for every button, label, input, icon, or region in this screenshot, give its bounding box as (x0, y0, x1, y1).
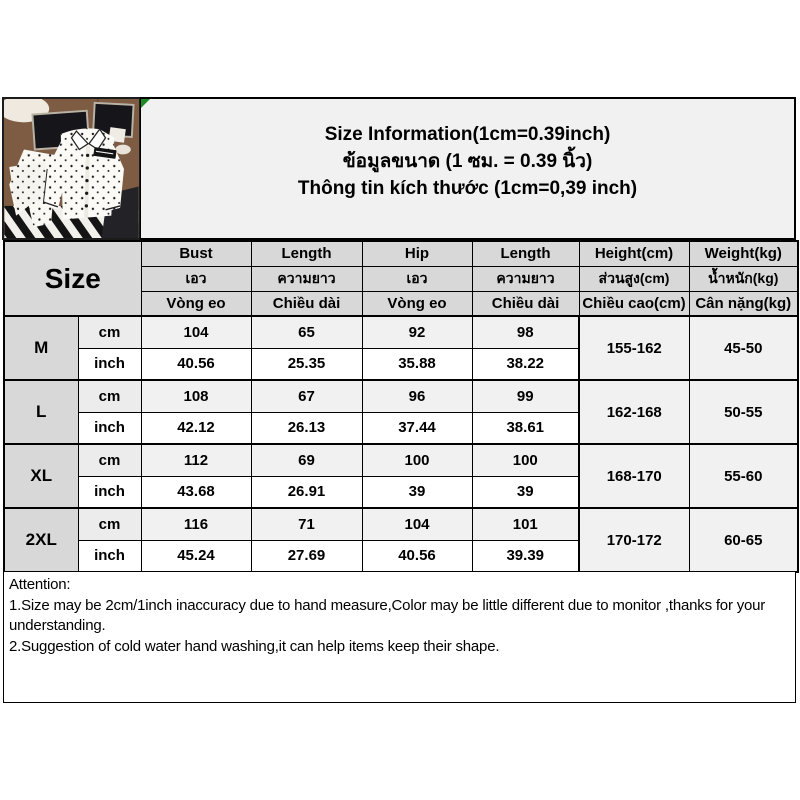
col-header-length2-en: Length (472, 241, 579, 266)
cell-2xl-bust-inch: 45.24 (141, 540, 251, 572)
unit-label-cm: cm (78, 444, 141, 476)
cell-l-height: 162-168 (579, 380, 689, 444)
cell-m-bust-inch: 40.56 (141, 348, 251, 380)
attention-note-box (3, 571, 796, 703)
cell-l-bust-cm: 108 (141, 380, 251, 412)
col-header-bust-en: Bust (141, 241, 251, 266)
cell-xl-bust-inch: 43.68 (141, 476, 251, 508)
cell-l-length2-inch: 38.61 (472, 412, 579, 444)
size-information-banner (140, 97, 796, 240)
cell-m-hip-cm: 92 (362, 316, 472, 348)
table-row-l-cm (4, 380, 798, 412)
size-table-corner-label: Size (4, 241, 141, 316)
cell-xl-length2-cm: 100 (472, 444, 579, 476)
cell-l-hip-inch: 37.44 (362, 412, 472, 444)
cell-l-weight: 50-55 (689, 380, 798, 444)
cell-l-length1-cm: 67 (251, 380, 362, 412)
col-header-height-vi: Chiều cao(cm) (579, 291, 689, 316)
col-header-length1-vi: Chiều dài (251, 291, 362, 316)
table-row-m-cm (4, 316, 798, 348)
product-photo (2, 97, 141, 240)
col-header-weight-en: Weight(kg) (689, 241, 798, 266)
title-english: Size Information(1cm=0.39inch) (324, 123, 611, 145)
table-row-2xl-cm (4, 508, 798, 540)
unit-label-inch: inch (78, 540, 141, 572)
attention-note-1: 1.Size may be 2cm/1inch inaccuracy due to hand measure,Color may be little different due to monitor ,thanks for your understanding. (9, 596, 766, 634)
col-header-bust-vi: Vòng eo (141, 291, 251, 316)
cell-xl-length1-inch: 26.91 (251, 476, 362, 508)
cell-2xl-hip-inch: 40.56 (362, 540, 472, 572)
cell-m-length2-inch: 38.22 (472, 348, 579, 380)
col-header-length2-th: ความยาว (472, 266, 579, 291)
cell-xl-hip-inch: 39 (362, 476, 472, 508)
attention-note-2: 2.Suggestion of cold water hand washing,it can help items keep their shape. (9, 637, 500, 655)
size-label-m: M (4, 316, 78, 380)
col-header-hip-en: Hip (362, 241, 472, 266)
cell-l-length1-inch: 26.13 (251, 412, 362, 444)
cell-l-hip-cm: 96 (362, 380, 472, 412)
cell-2xl-bust-cm: 116 (141, 508, 251, 540)
cell-xl-height: 168-170 (579, 444, 689, 508)
cell-l-bust-inch: 42.12 (141, 412, 251, 444)
col-header-height-th: ส่วนสูง(cm) (579, 266, 689, 291)
title-vietnamese: Thông tin kích thước (1cm=0,39 inch) (297, 177, 638, 199)
cell-m-height: 155-162 (579, 316, 689, 380)
size-label-xl: XL (4, 444, 78, 508)
comment-marker-icon (141, 99, 150, 108)
cell-l-length2-cm: 99 (472, 380, 579, 412)
col-header-hip-vi: Vòng eo (362, 291, 472, 316)
cell-2xl-weight: 60-65 (689, 508, 798, 572)
cell-m-hip-inch: 35.88 (362, 348, 472, 380)
attention-heading: Attention: (9, 576, 71, 593)
table-row-xl-cm (4, 444, 798, 476)
cell-2xl-length1-inch: 27.69 (251, 540, 362, 572)
col-header-length1-th: ความยาว (251, 266, 362, 291)
cell-m-bust-cm: 104 (141, 316, 251, 348)
cell-xl-length1-cm: 69 (251, 444, 362, 476)
col-header-length2-vi: Chiều dài (472, 291, 579, 316)
size-table (3, 240, 799, 573)
cell-2xl-height: 170-172 (579, 508, 689, 572)
cell-2xl-hip-cm: 104 (362, 508, 472, 540)
col-header-hip-th: เอว (362, 266, 472, 291)
cell-2xl-length2-cm: 101 (472, 508, 579, 540)
unit-label-cm: cm (78, 380, 141, 412)
cell-2xl-length2-inch: 39.39 (472, 540, 579, 572)
col-header-bust-th: เอว (141, 266, 251, 291)
unit-label-inch: inch (78, 412, 141, 444)
cell-m-length1-inch: 25.35 (251, 348, 362, 380)
title-thai: ข้อมูลขนาด (1 ซม. = 0.39 นิ้ว) (342, 150, 593, 172)
col-header-weight-vi: Cân nặng(kg) (689, 291, 798, 316)
cell-m-weight: 45-50 (689, 316, 798, 380)
size-label-l: L (4, 380, 78, 444)
soap-item (115, 145, 131, 155)
unit-label-cm: cm (78, 316, 141, 348)
cell-xl-hip-cm: 100 (362, 444, 472, 476)
cell-2xl-length1-cm: 71 (251, 508, 362, 540)
cell-xl-weight: 55-60 (689, 444, 798, 508)
size-label-2xl: 2XL (4, 508, 78, 572)
col-header-weight-th: น้ำหนัก(kg) (689, 266, 798, 291)
col-header-height-en: Height(cm) (579, 241, 689, 266)
cell-xl-length2-inch: 39 (472, 476, 579, 508)
unit-label-cm: cm (78, 508, 141, 540)
pajama-set-photo-illustration (4, 99, 139, 238)
cell-m-length1-cm: 65 (251, 316, 362, 348)
unit-label-inch: inch (78, 476, 141, 508)
cell-m-length2-cm: 98 (472, 316, 579, 348)
unit-label-inch: inch (78, 348, 141, 380)
col-header-length1-en: Length (251, 241, 362, 266)
cell-xl-bust-cm: 112 (141, 444, 251, 476)
